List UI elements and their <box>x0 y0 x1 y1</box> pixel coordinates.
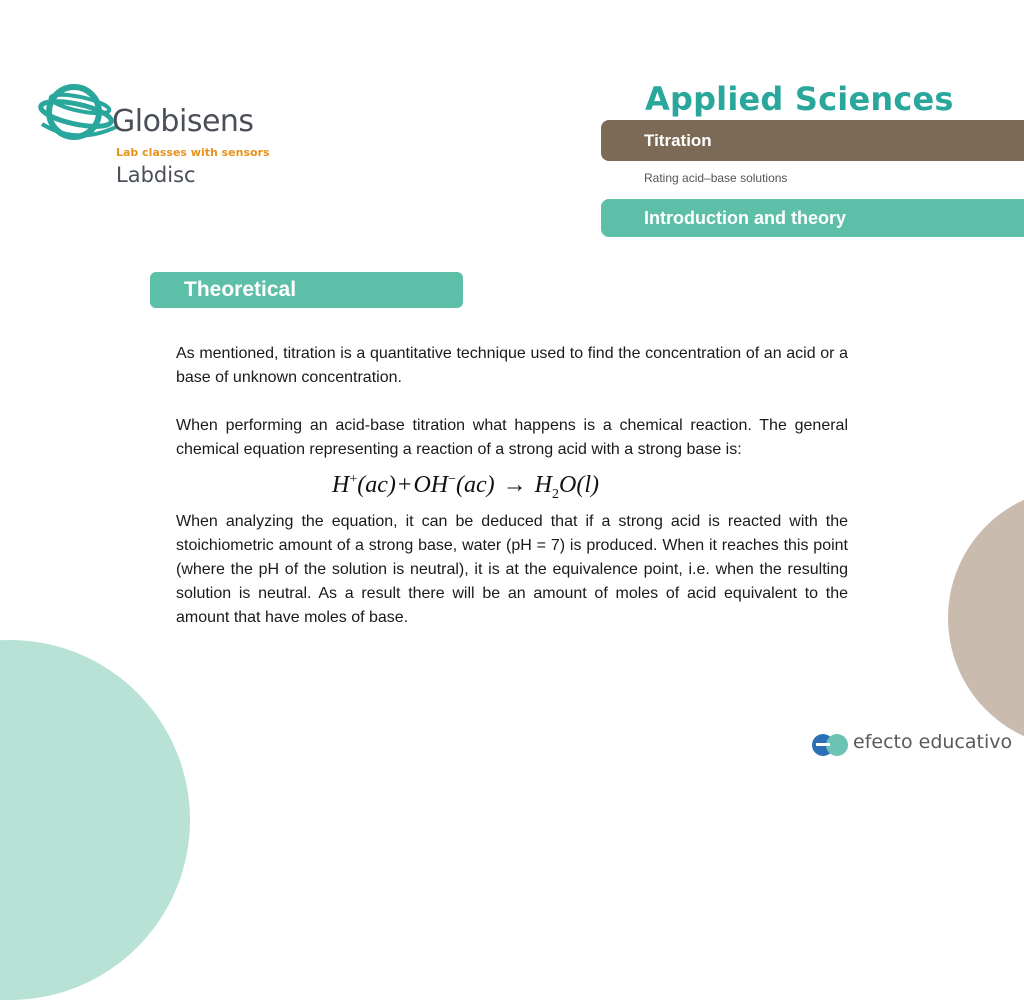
eq-state2: (ac) <box>456 472 495 498</box>
eq-oh: OH <box>413 472 449 498</box>
section-heading <box>150 272 463 308</box>
eq-product-o: O <box>559 472 577 498</box>
chemical-equation <box>176 462 848 502</box>
eq-state1: (ac) <box>357 472 396 498</box>
paragraph-reaction: When performing an acid-base titration what happens is a chemical reaction. The general chemical equation representing a reaction of a strong acid with a strong base is: <box>176 417 848 458</box>
section-heading-label: Theoretical <box>184 278 297 301</box>
eq-h: H <box>332 472 350 498</box>
eq-arrow: → <box>502 472 527 498</box>
topic-tab <box>601 120 1024 161</box>
efecto-educativo-logo-icon <box>810 730 850 758</box>
subtopic-label: Rating acid–base solutions <box>644 171 788 185</box>
content-body <box>176 342 848 630</box>
brand-tagline: Lab classes with sensors <box>116 146 270 159</box>
eq-h-charge: + <box>349 472 358 487</box>
section-tab <box>601 199 1024 237</box>
paragraph-intro: As mentioned, titration is a quantitative technique used to find the concentration of an acid or a base of unknown concentration. <box>176 345 848 386</box>
eq-state3: (l) <box>576 472 599 498</box>
decorative-circle-right <box>948 488 1024 748</box>
decorative-circle-left <box>0 640 190 1000</box>
section-label: Introduction and theory <box>644 207 846 228</box>
brand-subname: Labdisc <box>116 163 196 187</box>
eq-product-sub: 2 <box>552 486 559 502</box>
page-title: Applied Sciences <box>645 80 954 118</box>
brand-name: Globisens <box>112 104 254 139</box>
eq-product-h: H <box>534 472 552 498</box>
eq-oh-charge: − <box>448 472 457 487</box>
publisher-name: efecto educativo <box>853 731 1013 753</box>
paragraph-analysis: When analyzing the equation, it can be deduced that if a strong acid is reacted with the stoichiometric amount of a strong base, water (pH = 7) is produced. When it reaches this point (where the pH of the solution is neutral), it is at the equivalence point, i.e. when the resulting solution is neutral. As a result there will be an amount of moles of acid equivalent to the amount that have moles of base. <box>176 513 848 626</box>
topic-label: Titration <box>644 130 712 150</box>
eq-plus: + <box>397 472 412 498</box>
